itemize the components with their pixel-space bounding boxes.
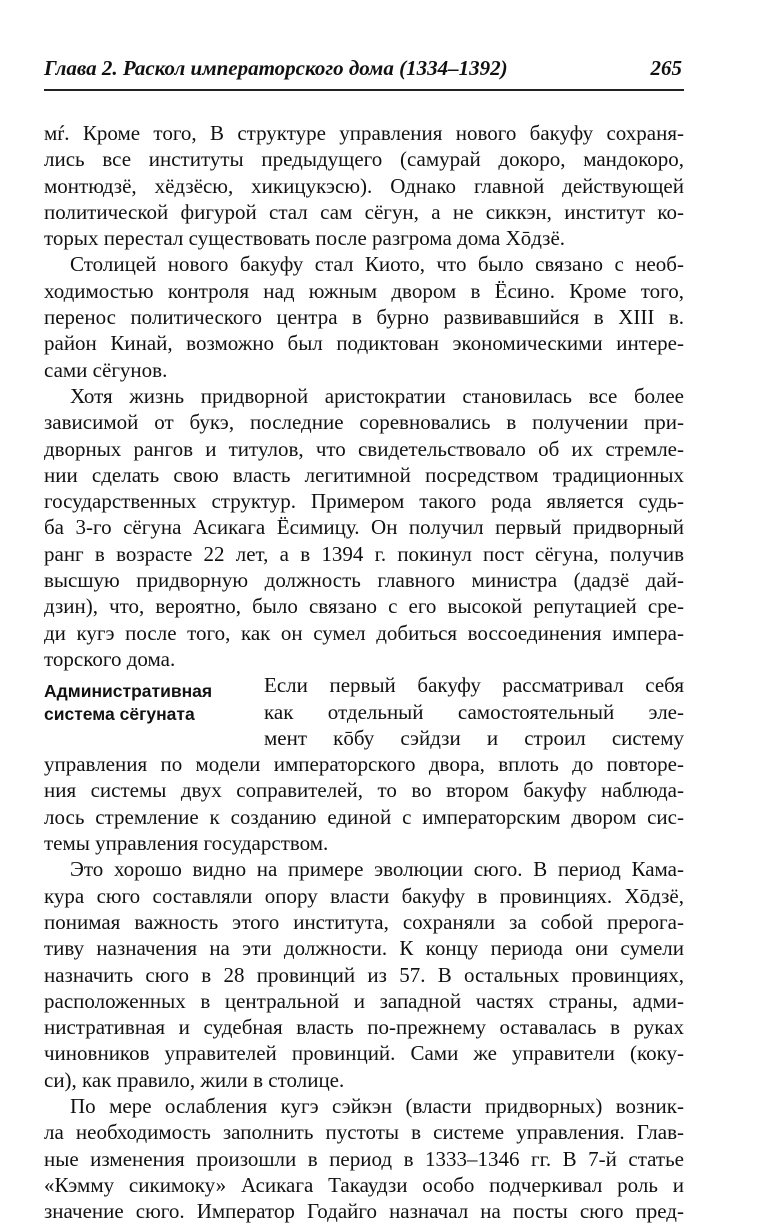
text-line: По мере ослабления кугэ сэйкэн (власти придворных) возник- bbox=[70, 1093, 684, 1118]
text-line: ба 3-го сёгуна Асикага Ёсимицу. Он получил первый придворный bbox=[44, 515, 684, 540]
section-heading-line: Административная bbox=[44, 681, 213, 702]
paragraph bbox=[44, 1093, 684, 1224]
paragraph bbox=[44, 751, 684, 856]
text-line: чиновников управителей провинций. Сами же управители (коку- bbox=[44, 1041, 684, 1066]
text-line: темы управления государством. bbox=[44, 831, 329, 856]
paragraph bbox=[44, 856, 684, 1093]
side-text bbox=[264, 672, 684, 751]
text-line: политической фигурой стал сам сёгун, а не сиккэн, институт ко- bbox=[44, 199, 684, 224]
text-line: ди кугэ после того, как он сумел добиться воссоединения импера- bbox=[44, 620, 684, 645]
running-head: Глава 2. Раскол императорского дома (1334–1392) bbox=[44, 56, 508, 80]
text-line: Столицей нового бакуфу стал Киото, что было связано с необ- bbox=[70, 252, 684, 277]
text-line: си), как правило, жили в столице. bbox=[44, 1067, 345, 1092]
text-line: Хотя жизнь придворной аристократии становилась все более bbox=[70, 383, 684, 408]
text-line: торского дома. bbox=[44, 646, 176, 671]
text-line: сами сёгунов. bbox=[44, 357, 168, 382]
text-line: лись все институты предыдущего (самурай докоро, мандокоро, bbox=[44, 147, 684, 172]
text-line: ния системы двух соправителей, то во втором бакуфу наблюда- bbox=[44, 778, 684, 803]
text-line: зависимой от букэ, последние соревновались в получении при- bbox=[44, 410, 684, 435]
text-line: Если первый бакуфу рассматривал себя bbox=[264, 673, 684, 698]
page-number: 265 bbox=[650, 56, 682, 80]
text-line: лось стремление к созданию единой с императорским двором сис- bbox=[44, 804, 684, 829]
text-line: ходимостью контроля над южным двором в Ёсино. Кроме того, bbox=[44, 278, 684, 303]
text-line: как отдельный самостоятельный эле- bbox=[264, 699, 684, 724]
text-line: тиву назначения на эти должности. К концу периода они сумели bbox=[44, 936, 684, 961]
text-line: Это хорошо видно на примере эволюции сюго. В период Кама- bbox=[70, 857, 684, 882]
text-line: перенос политического центра в бурно развивавшийся в XIII в. bbox=[44, 305, 684, 330]
text-line: понимая важность этого института, сохраняли за собой прерога- bbox=[44, 909, 684, 934]
text-line: торых перестал существовать после разгрома дома Хōдзё. bbox=[44, 226, 566, 251]
body-text bbox=[44, 120, 684, 1224]
text-line: управления по модели императорского двора, вплоть до повторе- bbox=[44, 752, 684, 777]
section-heading-line: система сёгуната bbox=[44, 704, 195, 725]
text-line: нистративная и судебная власть по-прежнему оставалась в руках bbox=[44, 1015, 684, 1040]
text-line: расположенных в центральной и западной частях страны, адми- bbox=[44, 988, 684, 1013]
text-line: ранг в возрасте 22 лет, а в 1394 г. покинул пост сёгуна, получив bbox=[44, 541, 684, 566]
text-line: назначить сюго в 28 провинций из 57. В остальных провинциях, bbox=[44, 962, 684, 987]
paragraph bbox=[44, 383, 684, 672]
paragraph bbox=[44, 120, 684, 251]
section-heading bbox=[44, 672, 264, 726]
text-line: мŕ. Кроме того, В структуре управления нового бакуфу сохраня- bbox=[44, 121, 684, 145]
text-line: ные изменения произошли в период в 1333–1346 гг. В 7-й статье bbox=[44, 1146, 684, 1171]
text-line: кура сюго составляли опору власти бакуфу в провинциях. Хōдзё, bbox=[44, 883, 684, 908]
text-line: район Кинай, возможно был подиктован экономическими интере- bbox=[44, 331, 684, 356]
paragraph bbox=[44, 251, 684, 382]
text-line: дзин), что, вероятно, было связано с его высокой репутацией сре- bbox=[44, 594, 684, 619]
text-line: высшую придворную должность главного министра (дадзё дай- bbox=[44, 568, 684, 593]
header-rule bbox=[44, 89, 684, 91]
text-line: государственных структур. Примером такого рода является судь- bbox=[44, 489, 684, 514]
text-line: нии сделать свою власть легитимной посредством традиционных bbox=[44, 462, 684, 487]
text-line: монтюдзё, хёдзёсю, хикицукэсю). Однако главной действующей bbox=[44, 173, 684, 198]
text-line: ла необходимость заполнить пустоты в системе управления. Глав- bbox=[44, 1120, 684, 1145]
text-line: мент кōбу сэйдзи и строил систему bbox=[264, 725, 684, 750]
text-line: дворных рангов и титулов, что свидетельствовало об их стремле- bbox=[44, 436, 684, 461]
text-line: «Кэмму сикимоку» Асикага Такаудзи особо подчеркивал роль и bbox=[44, 1172, 684, 1197]
section-start bbox=[44, 672, 684, 751]
page-header bbox=[44, 56, 684, 92]
text-line: значение сюго. Император Годайго назначал на посты сюго пред- bbox=[44, 1199, 684, 1224]
